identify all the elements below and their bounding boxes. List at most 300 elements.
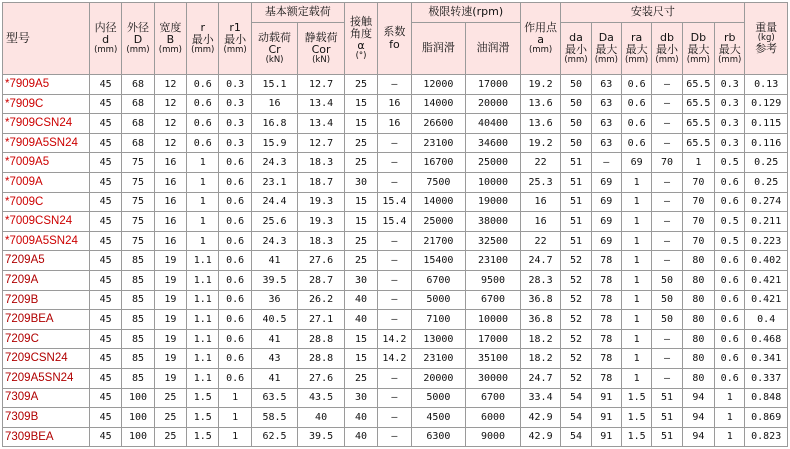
cell-D: 85	[122, 310, 154, 330]
cell-d: 45	[89, 153, 121, 173]
table-row	[3, 153, 788, 173]
cell-D: 75	[122, 153, 154, 173]
header-Db-max: Db 最大 (mm)	[682, 23, 714, 75]
cell-Cr: 63.5	[251, 388, 298, 408]
cell-B: 25	[154, 408, 186, 428]
cell-d: 45	[89, 114, 121, 134]
cell-B: 19	[154, 270, 186, 290]
cell-r1: 0.6	[219, 153, 251, 173]
cell-angle: 30	[344, 172, 377, 192]
cell-db: 50	[652, 310, 682, 330]
cell-Db: 94	[682, 388, 714, 408]
cell-a: 16	[520, 192, 560, 212]
header-basic-load: 基本额定载荷	[251, 3, 344, 23]
cell-Da: 78	[591, 368, 621, 388]
cell-d: 45	[89, 251, 121, 271]
cell-oil: 35100	[466, 349, 521, 369]
cell-w: 0.211	[745, 212, 788, 232]
cell-oil: 10000	[466, 310, 521, 330]
header-static-load: 静载荷 Cor (kN)	[298, 23, 345, 75]
cell-rb: 0.5	[715, 231, 745, 251]
model-link[interactable]: 7209CSN24	[3, 349, 90, 369]
cell-r: 1	[187, 231, 219, 251]
cell-B: 19	[154, 368, 186, 388]
cell-a: 24.7	[520, 251, 560, 271]
cell-a: 19.2	[520, 75, 560, 95]
cell-angle: 25	[344, 231, 377, 251]
cell-Cor: 43.5	[298, 388, 345, 408]
cell-Cr: 41	[251, 368, 298, 388]
cell-Cor: 19.3	[298, 192, 345, 212]
cell-Db: 94	[682, 408, 714, 428]
cell-a: 33.4	[520, 388, 560, 408]
cell-r1: 0.6	[219, 310, 251, 330]
cell-r: 1.1	[187, 290, 219, 310]
cell-w: 0.25	[745, 153, 788, 173]
cell-d: 45	[89, 212, 121, 232]
cell-da: 52	[561, 270, 591, 290]
cell-r1: 0.3	[219, 75, 251, 95]
cell-Cr: 41	[251, 329, 298, 349]
cell-w: 0.115	[745, 114, 788, 134]
cell-fo: —	[378, 310, 411, 330]
header-da-min: da 最小 (mm)	[561, 23, 591, 75]
model-link[interactable]: *7909CSN24	[3, 114, 90, 134]
cell-w: 0.848	[745, 388, 788, 408]
cell-da: 51	[561, 172, 591, 192]
cell-r1: 0.6	[219, 349, 251, 369]
cell-Cr: 40.5	[251, 310, 298, 330]
cell-r: 1	[187, 153, 219, 173]
cell-a: 13.6	[520, 114, 560, 134]
model-link[interactable]: *7909A5	[3, 75, 90, 95]
cell-rb: 0.6	[715, 251, 745, 271]
cell-Da: 69	[591, 172, 621, 192]
header-action-point: 作用点 a (mm)	[520, 3, 560, 75]
cell-rb: 0.5	[715, 212, 745, 232]
cell-oil: 38000	[466, 212, 521, 232]
cell-a: 24.7	[520, 368, 560, 388]
cell-a: 18.2	[520, 349, 560, 369]
cell-Da: 69	[591, 212, 621, 232]
cell-angle: 40	[344, 290, 377, 310]
cell-angle: 15	[344, 94, 377, 114]
header-ra-max: ra 最大 (mm)	[621, 23, 651, 75]
cell-ra: 0.6	[621, 133, 651, 153]
cell-db: —	[652, 192, 682, 212]
cell-w: 0.116	[745, 133, 788, 153]
header-outer-diameter: 外径 D (mm)	[122, 3, 154, 75]
cell-oil: 40400	[466, 114, 521, 134]
model-link[interactable]: 7209BEA	[3, 310, 90, 330]
cell-Db: 80	[682, 349, 714, 369]
cell-r1: 0.3	[219, 94, 251, 114]
cell-oil: 20000	[466, 94, 521, 114]
cell-rb: 0.6	[715, 368, 745, 388]
header-db-min: db 最小 (mm)	[652, 23, 682, 75]
table-row	[3, 427, 788, 447]
cell-da: 52	[561, 349, 591, 369]
cell-r: 0.6	[187, 75, 219, 95]
cell-D: 85	[122, 290, 154, 310]
cell-ra: 1	[621, 212, 651, 232]
cell-oil: 32500	[466, 231, 521, 251]
cell-a: 42.9	[520, 427, 560, 447]
cell-Da: 63	[591, 114, 621, 134]
cell-B: 16	[154, 231, 186, 251]
cell-B: 16	[154, 192, 186, 212]
cell-a: 19.2	[520, 133, 560, 153]
cell-rb: 0.6	[715, 349, 745, 369]
header-width: 宽度 B (mm)	[154, 3, 186, 75]
cell-db: —	[652, 94, 682, 114]
cell-Da: 78	[591, 310, 621, 330]
table-row	[3, 290, 788, 310]
cell-ra: 0.6	[621, 94, 651, 114]
table-row	[3, 133, 788, 153]
cell-r: 1.1	[187, 368, 219, 388]
cell-Cr: 23.1	[251, 172, 298, 192]
cell-Da: 91	[591, 388, 621, 408]
cell-rb: 0.3	[715, 114, 745, 134]
cell-rb: 0.3	[715, 133, 745, 153]
cell-db: —	[652, 212, 682, 232]
model-link[interactable]: 7309B	[3, 408, 90, 428]
model-link[interactable]: 7209A5SN24	[3, 368, 90, 388]
cell-r: 1.5	[187, 388, 219, 408]
table-row	[3, 231, 788, 251]
cell-Cr: 58.5	[251, 408, 298, 428]
header-r-min: r 最小 (mm)	[187, 3, 219, 75]
cell-D: 75	[122, 231, 154, 251]
cell-db: —	[652, 133, 682, 153]
cell-Da: 78	[591, 251, 621, 271]
table-row	[3, 270, 788, 290]
header-contact-angle: 接触 角度 α (°)	[344, 3, 377, 75]
cell-D: 68	[122, 94, 154, 114]
cell-fo: —	[378, 75, 411, 95]
cell-oil: 17000	[466, 329, 521, 349]
cell-w: 0.468	[745, 329, 788, 349]
cell-rb: 0.6	[715, 270, 745, 290]
cell-ra: 1.5	[621, 427, 651, 447]
cell-Db: 65.5	[682, 133, 714, 153]
cell-Da: 63	[591, 94, 621, 114]
cell-Da: 91	[591, 408, 621, 428]
cell-B: 16	[154, 172, 186, 192]
cell-Cr: 36	[251, 290, 298, 310]
cell-rb: 1	[715, 388, 745, 408]
cell-rb: 1	[715, 427, 745, 447]
cell-da: 52	[561, 290, 591, 310]
cell-r1: 0.6	[219, 329, 251, 349]
cell-grease: 16700	[411, 153, 466, 173]
cell-w: 0.13	[745, 75, 788, 95]
cell-fo: 16	[378, 94, 411, 114]
cell-d: 45	[89, 349, 121, 369]
cell-B: 16	[154, 212, 186, 232]
cell-r1: 0.6	[219, 290, 251, 310]
cell-Db: 65.5	[682, 94, 714, 114]
cell-d: 45	[89, 408, 121, 428]
cell-Da: 91	[591, 427, 621, 447]
cell-B: 12	[154, 133, 186, 153]
cell-B: 25	[154, 388, 186, 408]
cell-rb: 0.3	[715, 94, 745, 114]
cell-fo: —	[378, 270, 411, 290]
model-link[interactable]: *7009C	[3, 192, 90, 212]
cell-db: —	[652, 368, 682, 388]
header-model: 型号	[3, 3, 90, 75]
cell-da: 51	[561, 192, 591, 212]
cell-Cor: 28.8	[298, 349, 345, 369]
cell-d: 45	[89, 427, 121, 447]
cell-Cr: 24.3	[251, 231, 298, 251]
cell-grease: 6700	[411, 270, 466, 290]
cell-w: 0.402	[745, 251, 788, 271]
cell-oil: 23100	[466, 251, 521, 271]
cell-angle: 25	[344, 368, 377, 388]
cell-grease: 23100	[411, 133, 466, 153]
cell-d: 45	[89, 368, 121, 388]
cell-grease: 25000	[411, 212, 466, 232]
cell-fo: —	[378, 251, 411, 271]
cell-Db: 70	[682, 212, 714, 232]
table-row	[3, 329, 788, 349]
cell-B: 12	[154, 114, 186, 134]
cell-ra: 1	[621, 192, 651, 212]
cell-r: 1.1	[187, 310, 219, 330]
cell-oil: 9000	[466, 427, 521, 447]
cell-grease: 12000	[411, 75, 466, 95]
model-link[interactable]: *7009A5	[3, 153, 90, 173]
model-link[interactable]: 7209C	[3, 329, 90, 349]
table-row	[3, 94, 788, 114]
cell-da: 50	[561, 75, 591, 95]
cell-rb: 0.6	[715, 290, 745, 310]
cell-a: 36.8	[520, 290, 560, 310]
cell-oil: 6000	[466, 408, 521, 428]
cell-Cor: 13.4	[298, 114, 345, 134]
model-link[interactable]: 7309A	[3, 388, 90, 408]
model-link[interactable]: *7909A5SN24	[3, 133, 90, 153]
cell-r1: 1	[219, 408, 251, 428]
cell-db: —	[652, 349, 682, 369]
cell-angle: 25	[344, 153, 377, 173]
cell-d: 45	[89, 94, 121, 114]
cell-Cr: 15.9	[251, 133, 298, 153]
cell-r1: 1	[219, 427, 251, 447]
cell-Cor: 27.6	[298, 251, 345, 271]
cell-db: 51	[652, 408, 682, 428]
cell-d: 45	[89, 388, 121, 408]
header-limit-speed: 极限转速(rpm)	[411, 3, 520, 23]
cell-db: 50	[652, 270, 682, 290]
cell-Da: 63	[591, 133, 621, 153]
cell-B: 19	[154, 349, 186, 369]
cell-Db: 65.5	[682, 114, 714, 134]
cell-da: 54	[561, 427, 591, 447]
cell-w: 0.341	[745, 349, 788, 369]
header-inner-diameter: 内径 d (mm)	[89, 3, 121, 75]
cell-Cor: 28.7	[298, 270, 345, 290]
cell-Cor: 40	[298, 408, 345, 428]
cell-fo: —	[378, 388, 411, 408]
cell-d: 45	[89, 290, 121, 310]
cell-B: 16	[154, 153, 186, 173]
cell-oil: 6700	[466, 290, 521, 310]
cell-D: 100	[122, 408, 154, 428]
table-row	[3, 192, 788, 212]
cell-grease: 21700	[411, 231, 466, 251]
cell-ra: 1	[621, 290, 651, 310]
cell-w: 0.421	[745, 270, 788, 290]
cell-Db: 65.5	[682, 75, 714, 95]
cell-angle: 25	[344, 251, 377, 271]
cell-db: —	[652, 231, 682, 251]
cell-angle: 25	[344, 133, 377, 153]
cell-Cr: 16.8	[251, 114, 298, 134]
cell-Da: 69	[591, 231, 621, 251]
cell-fo: —	[378, 427, 411, 447]
cell-r: 1.5	[187, 427, 219, 447]
cell-grease: 7100	[411, 310, 466, 330]
cell-fo: 14.2	[378, 349, 411, 369]
cell-db: 51	[652, 427, 682, 447]
cell-Db: 80	[682, 310, 714, 330]
cell-r: 0.6	[187, 133, 219, 153]
cell-w: 0.337	[745, 368, 788, 388]
cell-da: 52	[561, 310, 591, 330]
cell-D: 85	[122, 270, 154, 290]
cell-da: 51	[561, 212, 591, 232]
model-link[interactable]: 7309BEA	[3, 427, 90, 447]
cell-rb: 0.3	[715, 75, 745, 95]
cell-Db: 70	[682, 192, 714, 212]
cell-Da: 63	[591, 75, 621, 95]
cell-oil: 30000	[466, 368, 521, 388]
cell-Da: 78	[591, 329, 621, 349]
model-link[interactable]: 7209B	[3, 290, 90, 310]
cell-grease: 4500	[411, 408, 466, 428]
cell-r: 1	[187, 192, 219, 212]
cell-Db: 70	[682, 231, 714, 251]
cell-r: 1.1	[187, 270, 219, 290]
table-row	[3, 172, 788, 192]
cell-a: 36.8	[520, 310, 560, 330]
cell-ra: 1	[621, 251, 651, 271]
cell-Db: 80	[682, 270, 714, 290]
cell-Cr: 41	[251, 251, 298, 271]
cell-Cor: 12.7	[298, 133, 345, 153]
cell-db: 70	[652, 153, 682, 173]
cell-ra: 1	[621, 310, 651, 330]
cell-r1: 0.6	[219, 368, 251, 388]
cell-r1: 0.6	[219, 251, 251, 271]
cell-da: 50	[561, 114, 591, 134]
cell-a: 28.3	[520, 270, 560, 290]
cell-Db: 80	[682, 290, 714, 310]
cell-B: 19	[154, 290, 186, 310]
table-row	[3, 368, 788, 388]
cell-D: 85	[122, 329, 154, 349]
cell-angle: 25	[344, 75, 377, 95]
model-link[interactable]: 7209A	[3, 270, 90, 290]
cell-B: 19	[154, 310, 186, 330]
cell-D: 85	[122, 349, 154, 369]
cell-grease: 26600	[411, 114, 466, 134]
cell-angle: 40	[344, 408, 377, 428]
cell-D: 75	[122, 172, 154, 192]
cell-ra: 1	[621, 329, 651, 349]
cell-D: 75	[122, 212, 154, 232]
cell-ra: 0.6	[621, 75, 651, 95]
cell-Cor: 27.1	[298, 310, 345, 330]
cell-Cor: 18.7	[298, 172, 345, 192]
table-body	[3, 75, 788, 447]
cell-B: 19	[154, 329, 186, 349]
header-install-size: 安装尺寸	[561, 3, 745, 23]
model-link[interactable]: *7009A	[3, 172, 90, 192]
cell-Cr: 24.3	[251, 153, 298, 173]
model-link[interactable]: *7909C	[3, 94, 90, 114]
cell-oil: 6700	[466, 388, 521, 408]
cell-ra: 69	[621, 153, 651, 173]
table-row	[3, 349, 788, 369]
table-header	[3, 3, 788, 75]
cell-oil: 34600	[466, 133, 521, 153]
cell-da: 52	[561, 251, 591, 271]
table-row	[3, 114, 788, 134]
cell-da: 51	[561, 231, 591, 251]
cell-da: 54	[561, 408, 591, 428]
cell-fo: 14.2	[378, 329, 411, 349]
cell-grease: 5000	[411, 388, 466, 408]
cell-fo: —	[378, 133, 411, 153]
cell-D: 68	[122, 133, 154, 153]
cell-db: 51	[652, 388, 682, 408]
cell-da: 50	[561, 94, 591, 114]
cell-Cor: 26.2	[298, 290, 345, 310]
cell-rb: 0.6	[715, 329, 745, 349]
cell-D: 100	[122, 388, 154, 408]
cell-rb: 1	[715, 408, 745, 428]
model-link[interactable]: *7009A5SN24	[3, 231, 90, 251]
cell-d: 45	[89, 75, 121, 95]
cell-a: 25.3	[520, 172, 560, 192]
model-link[interactable]: *7009CSN24	[3, 212, 90, 232]
cell-Cor: 27.6	[298, 368, 345, 388]
cell-B: 25	[154, 427, 186, 447]
cell-ra: 1	[621, 172, 651, 192]
cell-angle: 30	[344, 388, 377, 408]
cell-r1: 1	[219, 388, 251, 408]
model-link[interactable]: 7209A5	[3, 251, 90, 271]
cell-Cor: 18.3	[298, 153, 345, 173]
cell-w: 0.274	[745, 192, 788, 212]
cell-Db: 1	[682, 153, 714, 173]
header-dynamic-load: 动载荷 Cr (kN)	[251, 23, 298, 75]
table-row	[3, 408, 788, 428]
cell-a: 22	[520, 153, 560, 173]
cell-D: 100	[122, 427, 154, 447]
cell-D: 85	[122, 251, 154, 271]
cell-grease: 15400	[411, 251, 466, 271]
cell-db: —	[652, 251, 682, 271]
cell-r1: 0.6	[219, 270, 251, 290]
cell-r1: 0.3	[219, 133, 251, 153]
cell-w: 0.25	[745, 172, 788, 192]
